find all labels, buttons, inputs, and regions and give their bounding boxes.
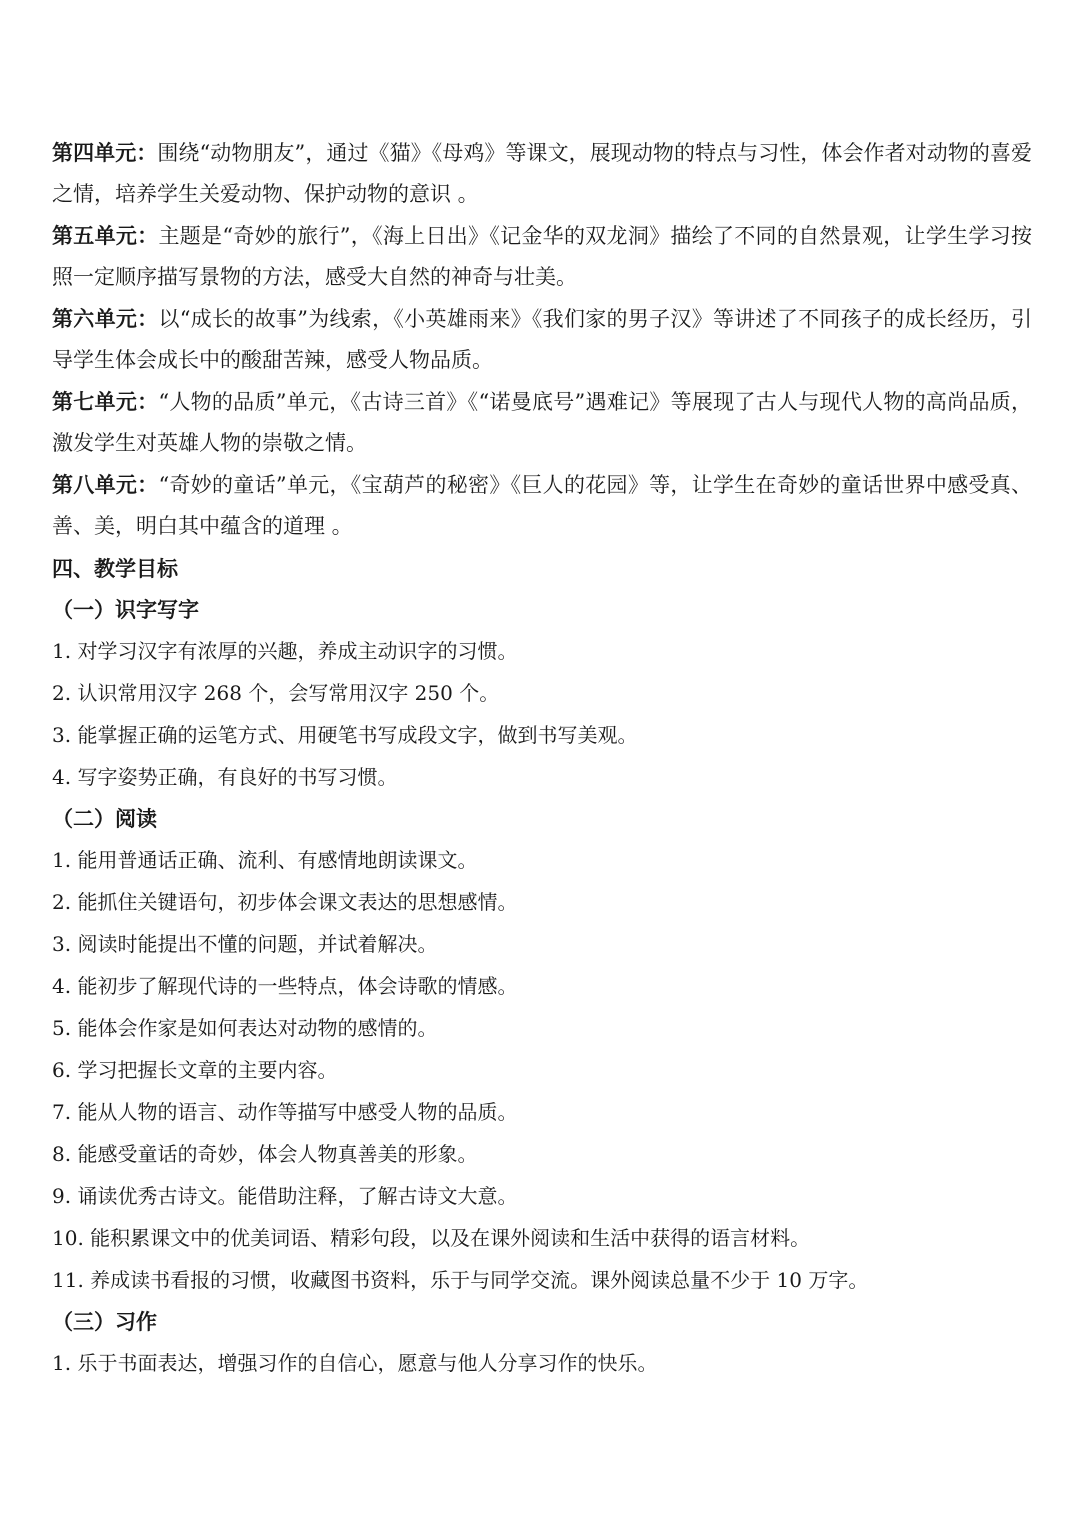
unit-6-paragraph bbox=[52, 298, 1032, 381]
unit-4-text: 围绕“动物朋友”，通过《猫》《母鸡》等课文，展现动物的特点与习性，体会作者对动物的喜爱之情，培养学生关爱动物、保护动物的意识 。 bbox=[52, 141, 1033, 206]
list-item: 1. 对学习汉字有浓厚的兴趣，养成主动识字的习惯。 bbox=[52, 639, 518, 663]
unit-7-lead: 第七单元： bbox=[52, 389, 159, 414]
list-item: 3. 阅读时能提出不懂的问题，并试着解决。 bbox=[52, 932, 438, 956]
subsection-title-literacy: （一）识字写字 bbox=[52, 597, 199, 622]
list-item: 1. 乐于书面表达，增强习作的自信心，愿意与他人分享习作的快乐。 bbox=[52, 1351, 658, 1375]
list-item: 2. 认识常用汉字 268 个，会写常用汉字 250 个。 bbox=[52, 681, 500, 705]
list-item: 7. 能从人物的语言、动作等描写中感受人物的品质。 bbox=[52, 1100, 518, 1124]
unit-8-lead: 第八单元： bbox=[52, 472, 159, 497]
subsection-title-writing: （三）习作 bbox=[52, 1309, 157, 1334]
unit-5-paragraph bbox=[52, 215, 1032, 298]
unit-5-text: 主题是“奇妙的旅行”，《海上日出》《记金华的双龙洞》描绘了不同的自然景观，让学生学习按照一定顺序描写景物的方法，感受大自然的神奇与壮美。 bbox=[52, 224, 1033, 289]
unit-8-paragraph bbox=[52, 464, 1032, 547]
list-item: 5. 能体会作家是如何表达对动物的感情的。 bbox=[52, 1016, 438, 1040]
unit-7-paragraph bbox=[52, 381, 1032, 464]
list-item: 11. 养成读书看报的习惯，收藏图书资料，乐于与同学交流。课外阅读总量不少于 10 万字。 bbox=[52, 1268, 869, 1292]
list-item: 4. 写字姿势正确，有良好的书写习惯。 bbox=[52, 765, 398, 789]
list-item: 2. 能抓住关键语句，初步体会课文表达的思想感情。 bbox=[52, 890, 518, 914]
list-item: 3. 能掌握正确的运笔方式、用硬笔书写成段文字，做到书写美观。 bbox=[52, 723, 638, 747]
list-item: 4. 能初步了解现代诗的一些特点，体会诗歌的情感。 bbox=[52, 974, 518, 998]
list-item: 10. 能积累课文中的优美词语、精彩句段，以及在课外阅读和生活中获得的语言材料。 bbox=[52, 1226, 811, 1250]
unit-5-lead: 第五单元： bbox=[52, 223, 159, 248]
list-item: 6. 学习把握长文章的主要内容。 bbox=[52, 1058, 338, 1082]
unit-6-text: 以“成长的故事”为线索，《小英雄雨来》《我们家的男子汉》等讲述了不同孩子的成长经历，引导学生体会成长中的酸甜苦辣，感受人物品质。 bbox=[52, 307, 1033, 372]
list-item: 8. 能感受童话的奇妙，体会人物真善美的形象。 bbox=[52, 1142, 478, 1166]
section-title: 四、教学目标 bbox=[52, 556, 178, 581]
unit-4-paragraph bbox=[52, 132, 1032, 215]
list-item: 1. 能用普通话正确、流利、有感情地朗读课文。 bbox=[52, 848, 478, 872]
list-item: 9. 诵读优秀古诗文。能借助注释，了解古诗文大意。 bbox=[52, 1184, 518, 1208]
document-page bbox=[52, 132, 1032, 1384]
unit-4-lead: 第四单元： bbox=[52, 140, 158, 165]
subsection-title-reading: （二）阅读 bbox=[52, 806, 157, 831]
unit-7-text: “人物的品质”单元，《古诗三首》《“诺曼底号”遇难记》等展现了古人与现代人物的高尚品质，激发学生对英雄人物的崇敬之情。 bbox=[52, 390, 1032, 455]
unit-8-text: “奇妙的童话”单元，《宝葫芦的秘密》《巨人的花园》等，让学生在奇妙的童话世界中感受真、善、美，明白其中蕴含的道理 。 bbox=[52, 473, 1033, 538]
unit-6-lead: 第六单元： bbox=[52, 306, 159, 331]
